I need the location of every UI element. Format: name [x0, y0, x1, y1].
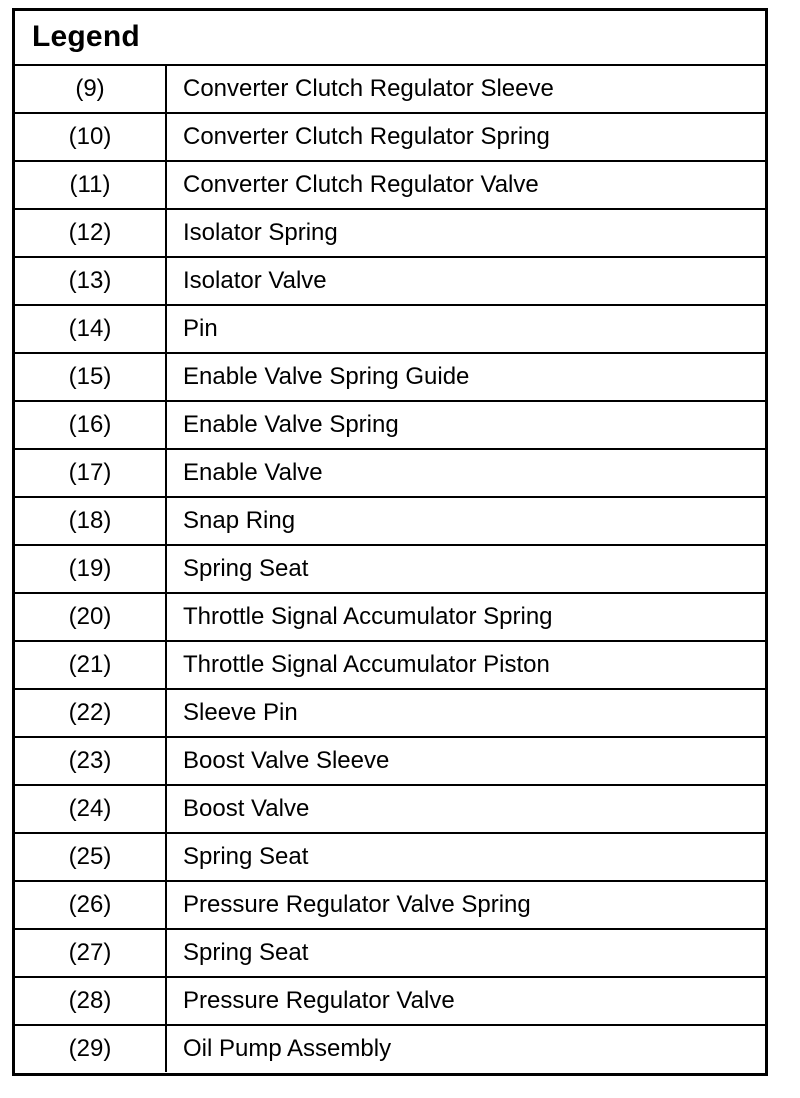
item-description: Isolator Valve	[183, 267, 327, 294]
item-description: Snap Ring	[183, 507, 296, 534]
item-description: Throttle Signal Accumulator Piston	[183, 651, 550, 678]
legend-row	[15, 882, 765, 930]
item-number: (25)	[15, 834, 167, 880]
item-number: (18)	[15, 498, 167, 544]
item-number: (26)	[15, 882, 167, 928]
item-number: (21)	[15, 642, 167, 688]
legend-rows	[15, 66, 765, 1074]
item-number: (10)	[15, 114, 167, 160]
item-number: (29)	[15, 1026, 167, 1072]
item-number: (22)	[15, 690, 167, 736]
item-number: (28)	[15, 978, 167, 1024]
legend-row	[15, 258, 765, 306]
item-number: (15)	[15, 354, 167, 400]
item-number: (23)	[15, 738, 167, 784]
item-number: (17)	[15, 450, 167, 496]
item-number: (12)	[15, 210, 167, 256]
item-description: Converter Clutch Regulator Sleeve	[183, 75, 554, 102]
item-description: Throttle Signal Accumulator Spring	[183, 603, 553, 630]
legend-row	[15, 546, 765, 594]
item-description: Enable Valve Spring Guide	[183, 363, 470, 390]
item-description: Isolator Spring	[183, 219, 338, 246]
legend-row	[15, 210, 765, 258]
legend-row	[15, 306, 765, 354]
item-number: (20)	[15, 594, 167, 640]
item-description: Sleeve Pin	[183, 699, 298, 726]
item-description: Spring Seat	[183, 939, 309, 966]
legend-row	[15, 786, 765, 834]
legend-row	[15, 930, 765, 978]
legend-title: Legend	[32, 20, 140, 53]
item-description: Enable Valve Spring	[183, 411, 399, 438]
item-number: (24)	[15, 786, 167, 832]
legend-row	[15, 114, 765, 162]
legend-row	[15, 162, 765, 210]
item-description: Converter Clutch Regulator Valve	[183, 171, 539, 198]
legend-row	[15, 402, 765, 450]
item-number: (13)	[15, 258, 167, 304]
legend-row	[15, 690, 765, 738]
item-description: Spring Seat	[183, 555, 309, 582]
item-description: Enable Valve	[183, 459, 323, 486]
legend-row	[15, 66, 765, 114]
legend-row	[15, 1026, 765, 1074]
item-description: Pressure Regulator Valve	[183, 987, 455, 1014]
item-description: Pressure Regulator Valve Spring	[183, 891, 531, 918]
item-description: Oil Pump Assembly	[183, 1035, 392, 1062]
legend-row	[15, 834, 765, 882]
item-description: Pin	[183, 315, 218, 342]
legend-row	[15, 594, 765, 642]
item-description: Boost Valve Sleeve	[183, 747, 390, 774]
item-description: Converter Clutch Regulator Spring	[183, 123, 550, 150]
legend-row	[15, 498, 765, 546]
item-description: Spring Seat	[183, 843, 309, 870]
legend-table	[12, 8, 768, 1076]
legend-row	[15, 738, 765, 786]
item-number: (9)	[15, 66, 167, 112]
legend-header	[15, 11, 765, 66]
item-number: (27)	[15, 930, 167, 976]
item-number: (14)	[15, 306, 167, 352]
item-number: (11)	[15, 162, 167, 208]
legend-row	[15, 450, 765, 498]
item-number: (16)	[15, 402, 167, 448]
legend-row	[15, 354, 765, 402]
item-description: Boost Valve	[183, 795, 310, 822]
legend-row	[15, 978, 765, 1026]
item-number: (19)	[15, 546, 167, 592]
legend-row	[15, 642, 765, 690]
